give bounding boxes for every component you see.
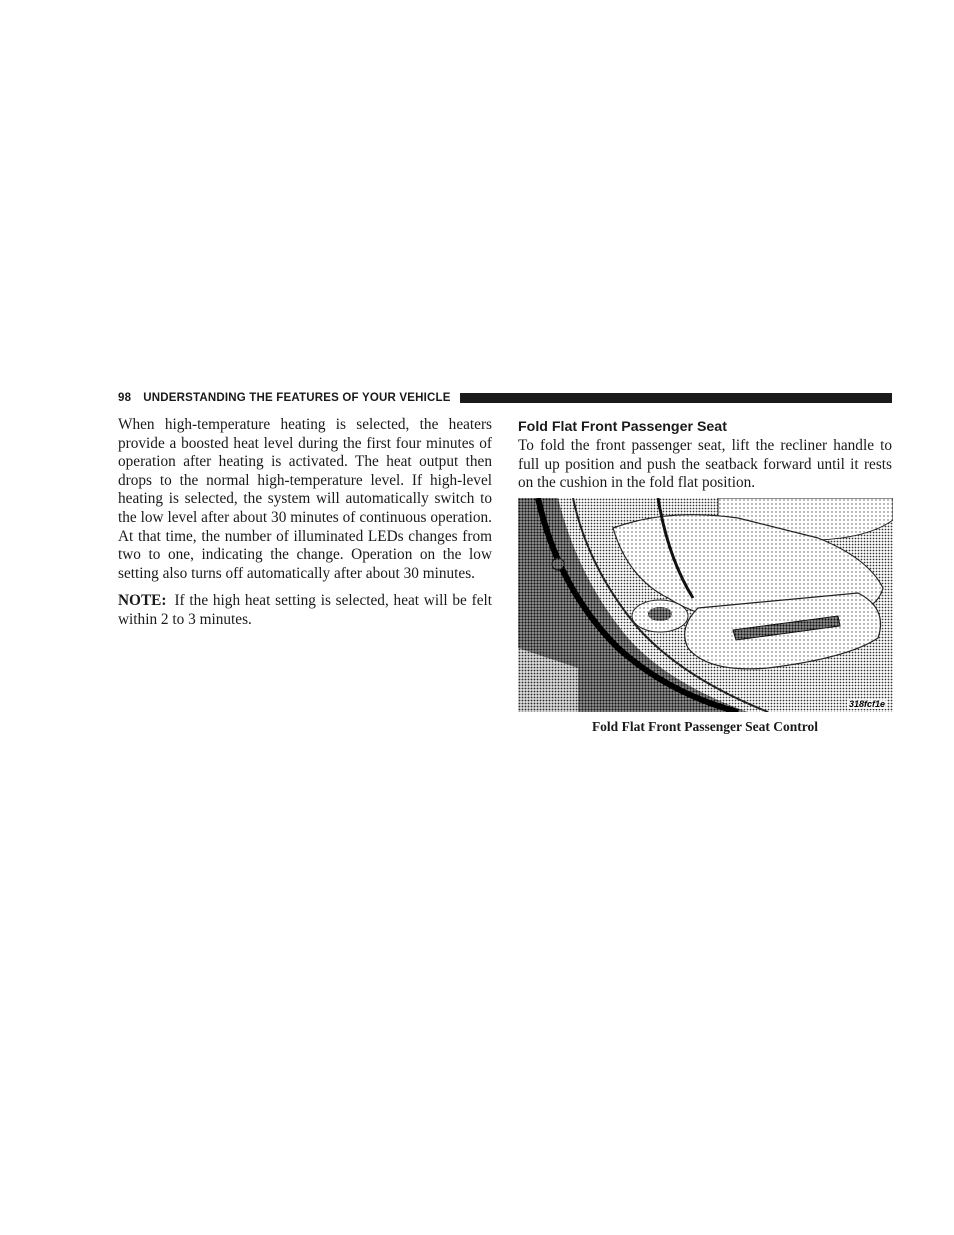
figure-code: 318fcf1e [848,699,885,709]
note-text: If the high heat setting is selected, heat will be felt within 2 to 3 minutes. [118,592,492,628]
body-paragraph: When high-temperature heating is selected, the heaters provide a boosted heat level during the first four minutes of operation after heating is activated. The heat output then drops to the normal high-temperature level. If high-level heating is selected, the system will automatically switch to the low level after about 30 minutes of continuous operation. At that time, the number of illuminated LEDs changes from two to one, indicating the change. Operation on the low setting also turns off automatically after about 30 minutes. [118,416,492,582]
seat-illustration-drawing [518,498,893,712]
seat-control-illustration [518,498,893,712]
note-paragraph [118,592,492,629]
page-number: 98 [118,392,132,404]
section-title: UNDERSTANDING THE FEATURES OF YOUR VEHICLE [143,392,451,404]
note-label: NOTE: [118,592,167,610]
right-column [518,416,892,493]
body-paragraph: To fold the front passenger seat, lift the recliner handle to full up position and push the seatback forward until it rests on the cushion in the fold flat position. [518,437,892,492]
header-rule [460,393,892,403]
figure-caption: Fold Flat Front Passenger Seat Control [591,719,819,734]
left-column [118,416,492,639]
running-header [118,390,892,406]
subsection-heading: Fold Flat Front Passenger Seat [518,419,727,435]
